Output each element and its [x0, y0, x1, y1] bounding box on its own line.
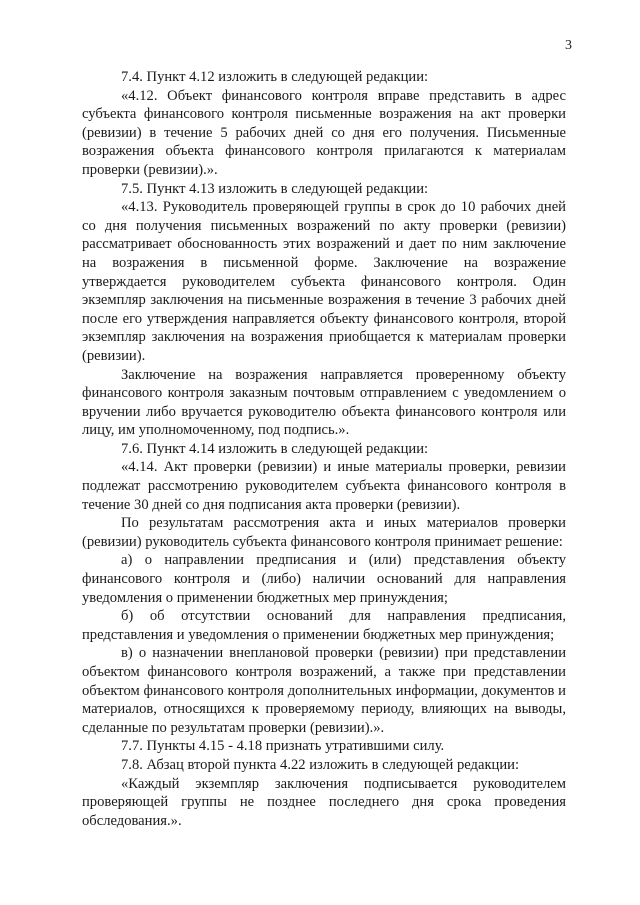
paragraph-4-14-text: «4.14. Акт проверки (ревизии) и иные материалы проверки, ревизии подлежат рассмотрению руководителем субъекта финансового контроля в течение 30 дней со дня подписания акта проверки (ревизии). [82, 459, 566, 513]
paragraph-7-8-heading: 7.8. Абзац второй пункта 4.22 изложить в следующей редакции: [121, 756, 520, 773]
paragraph-7-5-heading: 7.5. Пункт 4.13 изложить в следующей редакции: [121, 180, 429, 197]
page-number: 3 [565, 38, 572, 53]
list-item-v: в) о назначении внеплановой проверки (ревизии) при представлении объектом финансового контроля возражений, а также при представлении объектом финансового контроля дополнительных информации, документов и материалов, относящихся к проверяемому периоду, влияющих на выводы, сделанные по результатам проверки (ревизии).». [82, 645, 566, 736]
paragraph-4-12-text: «4.12. Объект финансового контроля вправе представить в адрес субъекта финансового контроля письменные возражения на акт проверки (ревизии) в течение 5 рабочих дней со дня его получения. Письменные возражения объекта финансового контроля прилагаются к материалам проверки (ревизии).». [82, 87, 566, 178]
paragraph-4-13-text: «4.13. Руководитель проверяющей группы в срок до 10 рабочих дней со дня получения письменных возражений по акту проверки (ревизии) рассматривает обоснованность этих возражений и дает по ним заключение на возражения в письменной форме. Заключение на возражение утверждается руководителем субъекта финансового контроля. Один экземпляр заключения на письменные возражения в течение 3 рабочих дней после его утверждения направляется объекту финансового контроля, второй экземпляр заключения на возражения приобщается к материалам проверки (ревизии). [82, 199, 566, 364]
paragraph-4-22-text: «Каждый экземпляр заключения подписывается руководителем проверяющей группы не позднее последнего дня срока проведения обследования.». [82, 775, 566, 829]
paragraph-7-4-heading: 7.4. Пункт 4.12 изложить в следующей редакции: [121, 69, 429, 85]
paragraph-7-6-heading: 7.6. Пункт 4.14 изложить в следующей редакции: [121, 440, 429, 457]
paragraph-7-7: 7.7. Пункты 4.15 - 4.18 признать утратившими силу. [121, 738, 445, 755]
list-item-b: б) об отсутствии оснований для направления предписания, представления и уведомления о применении бюджетных мер принуждения; [82, 608, 566, 643]
paragraph-4-13-continuation: Заключение на возражения направляется проверенному объекту финансового контроля заказным почтовым отправлением с уведомлением о вручении либо вручается руководителю объекта финансового контроля или лицу, им уполномоченному, под подпись.». [82, 366, 566, 439]
list-item-a: а) о направлении предписания и (или) представления объекту финансового контроля и (либо) наличии оснований для направления уведомления о применении бюджетных мер принуждения; [82, 552, 566, 606]
paragraph-decision-intro: По результатам рассмотрения акта и иных материалов проверки (ревизии) руководитель субъекта финансового контроля принимает решение: [82, 515, 566, 550]
document-body [82, 68, 566, 830]
